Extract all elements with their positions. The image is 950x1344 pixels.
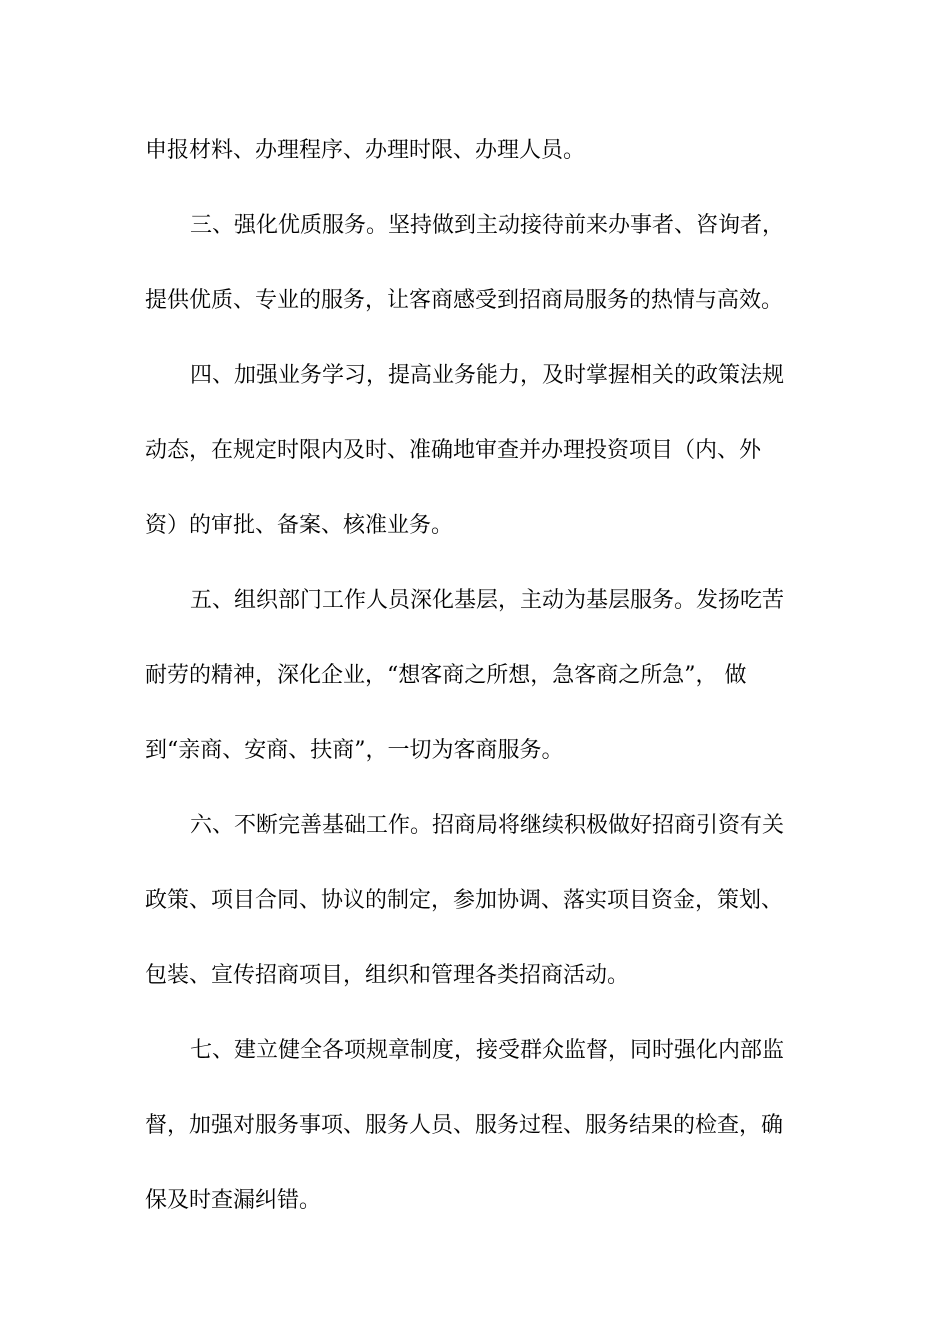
text-line: 到“亲商、安商、扶商”，一切为客商服务。: [145, 738, 564, 763]
text-line: 保及时查漏纠错。: [145, 1188, 322, 1213]
text-line: 申报材料、办理程序、办理时限、办理人员。: [145, 138, 586, 163]
text-line: 耐劳的精神，深化企业，“想客商之所想，急客商之所急”， 做: [145, 663, 747, 688]
text-line: 动态，在规定时限内及时、准确地审查并办理投资项目（内、外: [145, 438, 762, 463]
text-line: 包装、宣传招商项目，组织和管理各类招商活动。: [145, 963, 630, 988]
paragraph-line: 三、强化优质服务。坚持做到主动接待前来办事者、咨询者，: [190, 213, 785, 238]
text-line: 政策、项目合同、协议的制定，参加协调、落实项目资金，策划、: [145, 888, 784, 913]
paragraph-line: 七、建立健全各项规章制度，接受群众监督，同时强化内部监: [190, 1038, 785, 1063]
paragraph-line: 四、加强业务学习，提高业务能力，及时掌握相关的政策法规: [190, 363, 785, 388]
paragraph-line: 五、组织部门工作人员深化基层，主动为基层服务。发扬吃苦: [190, 588, 785, 613]
text-line: 资）的审批、备案、核准业务。: [145, 513, 454, 538]
paragraph-line: 六、不断完善基础工作。招商局将继续积极做好招商引资有关: [190, 813, 785, 838]
text-line: 提供优质、专业的服务，让客商感受到招商局服务的热情与高效。: [145, 288, 784, 313]
text-line: 督，加强对服务事项、服务人员、服务过程、服务结果的检查，确: [145, 1113, 784, 1138]
